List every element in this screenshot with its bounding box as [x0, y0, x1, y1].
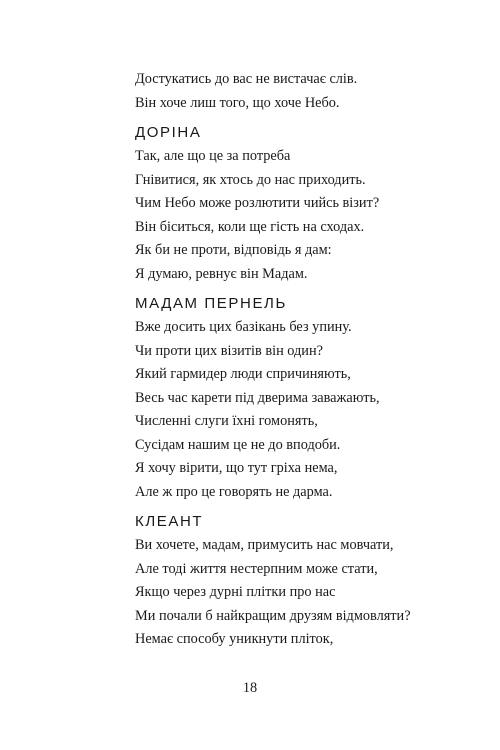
verse-line: Але тоді життя нестерпним може стати,	[135, 560, 378, 577]
verse-line: Чим Небо може розлютити чийсь візит?	[135, 195, 380, 211]
speech-cleante	[135, 504, 465, 652]
play-text	[135, 68, 465, 652]
page-number: 18	[242, 680, 258, 696]
verse-line: Як би не проти, відповідь я дам:	[135, 242, 332, 258]
verse-line: Якщо через дурні плітки про нас	[135, 584, 336, 600]
verse-line: Достукатись до вас не вистачає слів.	[135, 71, 358, 87]
verse-line: Ви хочете, мадам, примусить нас мовчати,	[135, 537, 394, 553]
speaker-name: КЛЕАНТ	[135, 513, 204, 530]
verse-line: Чи проти цих візитів він один?	[135, 342, 323, 359]
verse-line: Вже досить цих базікань без упину.	[135, 319, 352, 335]
verse-line: Він хоче лиш того, що хоче Небо.	[135, 94, 340, 111]
verse-line: Я хочу вірити, що тут гріха нема,	[135, 460, 338, 476]
speech-dorina	[135, 115, 465, 286]
verse-line: Який гармидер люди спричиняють,	[135, 366, 351, 382]
verse-line: Так, але що це за потреба	[135, 148, 291, 164]
verse-line: Я думаю, ревнує він Мадам.	[135, 265, 308, 282]
verse-line: Численні слуги їхні гомонять,	[135, 413, 318, 429]
verse-line: Немає способу уникнути пліток,	[135, 631, 334, 647]
speaker-name: ДОРІНА	[135, 124, 202, 141]
verse-line: Весь час карети під дверима заважають,	[135, 389, 380, 406]
speaker-name: МАДАМ ПЕРНЕЛЬ	[135, 295, 287, 312]
verse-line: Він біситься, коли ще гість на сходах.	[135, 218, 365, 235]
verse-line: Сусідам нашим це не до вподоби.	[135, 436, 341, 453]
verse-line: Ми почали б найкращим друзям відмовляти?	[135, 607, 411, 624]
speech-madame-pernelle	[135, 286, 465, 504]
verse-line: Гнівитися, як хтось до нас приходить.	[135, 171, 366, 188]
verse-line: Але ж про це говорять не дарма.	[135, 483, 333, 500]
opening-lines	[135, 68, 465, 115]
